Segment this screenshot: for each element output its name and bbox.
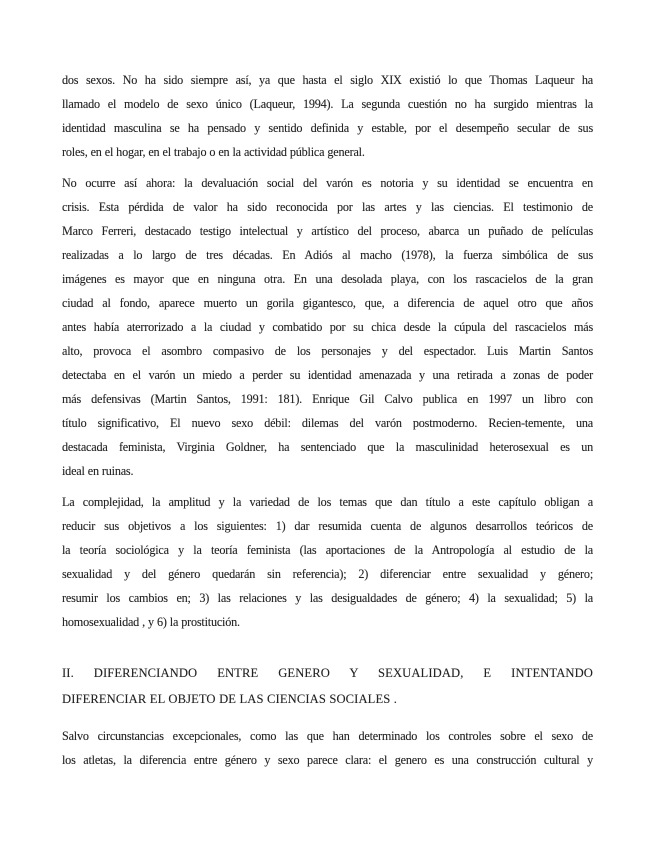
text-line: La complejidad, la amplitud y la variedad de los temas que dan título a este capítulo obligan a bbox=[62, 495, 593, 509]
text-line: la teoría sociológica y la teoría feminista (las aportaciones de la Antropología al estudio de la bbox=[62, 543, 593, 557]
text-line: alto, provoca el asombro compasivo de los personajes y del espectador. Luis Martin Santos bbox=[62, 344, 593, 358]
text-line: Marco Ferreri, destacado testigo intelectual y artístico del proceso, abarca un puñado de películas bbox=[62, 224, 593, 238]
text-line: DIFERENCIAR EL OBJETO DE LAS CIENCIAS SOCIALES . bbox=[62, 692, 398, 706]
text-line: roles, en el hogar, en el trabajo o en la actividad pública general. bbox=[62, 145, 365, 159]
text-line: ciudad al fondo, aparece muerto un gorila gigantesco, que, a diferencia de aquel otro que años bbox=[62, 296, 593, 310]
text-line: sexualidad y del género quedarán sin referencia); 2) diferenciar entre sexualidad y género; bbox=[62, 567, 593, 581]
text-line: Salvo circunstancias excepcionales, como las que han determinado los controles sobre el sexo de bbox=[62, 729, 593, 743]
text-line: más defensivas (Martin Santos, 1991: 181). Enrique Gil Calvo publica en 1997 un libro con bbox=[62, 392, 593, 406]
section-heading bbox=[62, 660, 593, 712]
text-line: título significativo, El nuevo sexo débil: dilemas del varón postmoderno. Recien-temente, una bbox=[62, 416, 593, 430]
text-line: detectaba en el varón un miedo a perder su identidad amenazada y una retirada a zonas de poder bbox=[62, 368, 593, 382]
text-line: crisis. Esta pérdida de valor ha sido reconocida por las artes y las ciencias. El testimonio de bbox=[62, 200, 593, 214]
text-line: reducir sus objetivos a los siguientes: 1) dar resumida cuenta de algunos desarrollos teóricos de bbox=[62, 519, 593, 533]
text-line: homosexualidad , y 6) la prostitución. bbox=[62, 615, 240, 629]
paragraph bbox=[62, 724, 593, 772]
text-line: antes había aterrorizado a la ciudad y combatido por su chica desde la cúpula del rascacielos más bbox=[62, 320, 593, 334]
text-line: ideal en ruinas. bbox=[62, 464, 134, 478]
text-line: los atletas, la diferencia entre género y sexo parece clara: el genero es una construcción cultural y bbox=[62, 753, 593, 767]
paragraph bbox=[62, 490, 593, 634]
paragraph bbox=[62, 171, 593, 483]
text-line: dos sexos. No ha sido siempre así, ya que hasta el siglo XIX existió lo que Thomas Laqueur ha bbox=[62, 73, 593, 87]
text-line: identidad masculina se ha pensado y sentido definida y estable, por el desempeño secular de sus bbox=[62, 121, 593, 135]
text-line: II. DIFERENCIANDO ENTRE GENERO Y SEXUALIDAD, E INTENTANDO bbox=[62, 666, 593, 680]
text-line: realizadas a lo largo de tres décadas. En Adiós al macho (1978), la fuerza simbólica de sus bbox=[62, 248, 593, 262]
text-line: imágenes es mayor que en ninguna otra. En una desolada playa, con los rascacielos de la gran bbox=[62, 272, 593, 286]
paragraph bbox=[62, 68, 593, 164]
text-line: llamado el modelo de sexo único (Laqueur, 1994). La segunda cuestión no ha surgido mientras la bbox=[62, 97, 593, 111]
text-line: No ocurre así ahora: la devaluación social del varón es notoria y su identidad se encuentra en bbox=[62, 176, 593, 190]
text-line: resumir los cambios en; 3) las relaciones y las desigualdades de género; 4) la sexualidad; 5) la bbox=[62, 591, 593, 605]
text-line: destacada feminista, Virginia Goldner, ha sentenciado que la masculinidad heterosexual es un bbox=[62, 440, 593, 454]
document-content bbox=[62, 68, 593, 772]
